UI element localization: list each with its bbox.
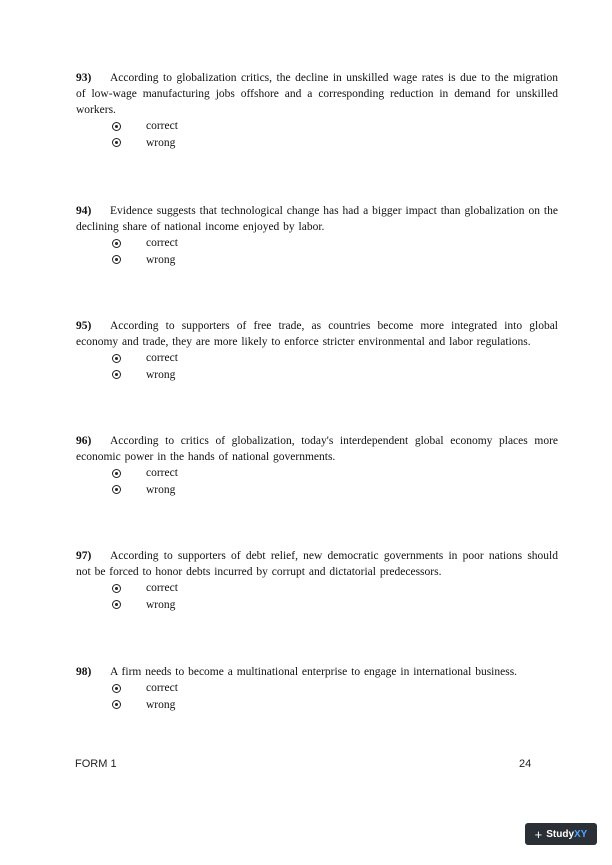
- option-correct[interactable]: [112, 680, 558, 697]
- option-label: correct: [146, 682, 178, 695]
- question-97: [76, 548, 558, 613]
- option-label: wrong: [146, 698, 176, 711]
- question-95: [76, 318, 558, 383]
- question-text: According to supporters of debt relief, new democratic governments in poor nations should not be forced to honor debts incurred by corrupt and dictatorial predecessors.: [76, 550, 558, 578]
- question-96: [76, 433, 558, 498]
- question-number: 95): [76, 320, 92, 332]
- radio-button-icon[interactable]: [112, 684, 121, 693]
- question-text: Evidence suggests that technological change has had a bigger impact than globalization on the declining share of national income enjoyed by labor.: [76, 205, 558, 233]
- question-text: According to critics of globalization, today's interdependent global economy places more economic power in the hands of national governments.: [76, 435, 558, 463]
- brand-name: Study: [546, 828, 575, 840]
- option-wrong[interactable]: [112, 597, 558, 614]
- radio-button-icon[interactable]: [112, 700, 121, 709]
- radio-button-icon[interactable]: [112, 584, 121, 593]
- option-correct[interactable]: [112, 350, 558, 367]
- radio-button-icon[interactable]: [112, 370, 121, 379]
- studyxy-badge[interactable]: [525, 823, 597, 845]
- option-label: wrong: [146, 136, 176, 149]
- option-correct[interactable]: [112, 235, 558, 252]
- radio-button-icon[interactable]: [112, 122, 121, 131]
- question-text: According to globalization critics, the decline in unskilled wage rates is due to the migration of low-wage manufacturing jobs offshore and a corresponding reduction in demand for unskilled workers.: [76, 72, 558, 116]
- question-text: A firm needs to become a multinational enterprise to engage in international business.: [110, 666, 518, 678]
- option-label: correct: [146, 352, 178, 365]
- question-number: 97): [76, 550, 92, 562]
- question-number: 98): [76, 666, 92, 678]
- option-label: wrong: [146, 598, 176, 611]
- radio-button-icon[interactable]: [112, 138, 121, 147]
- option-label: correct: [146, 467, 178, 480]
- brand-name-accent: XY: [574, 828, 588, 840]
- option-correct[interactable]: [112, 465, 558, 482]
- option-correct[interactable]: [112, 580, 558, 597]
- footer-page-number: 24: [519, 758, 532, 770]
- option-wrong[interactable]: [112, 252, 558, 269]
- option-wrong[interactable]: [112, 482, 558, 499]
- question-number: 96): [76, 435, 92, 447]
- option-label: wrong: [146, 483, 176, 496]
- radio-button-icon[interactable]: [112, 600, 121, 609]
- option-label: correct: [146, 582, 178, 595]
- question-98: [76, 664, 558, 713]
- question-93: [76, 70, 558, 151]
- option-wrong[interactable]: [112, 697, 558, 714]
- radio-button-icon[interactable]: [112, 239, 121, 248]
- question-number: 93): [76, 72, 92, 84]
- radio-button-icon[interactable]: [112, 354, 121, 363]
- option-label: correct: [146, 237, 178, 250]
- footer-form-label: FORM 1: [75, 758, 117, 770]
- question-text: According to supporters of free trade, as countries become more integrated into global economy and trade, they are more likely to enforce stricter environmental and labor regulations.: [76, 320, 558, 348]
- radio-button-icon[interactable]: [112, 469, 121, 478]
- option-wrong[interactable]: [112, 367, 558, 384]
- radio-button-icon[interactable]: [112, 485, 121, 494]
- question-94: [76, 203, 558, 268]
- option-label: wrong: [146, 368, 176, 381]
- option-label: correct: [146, 120, 178, 133]
- plus-icon: +: [534, 826, 543, 842]
- option-label: wrong: [146, 253, 176, 266]
- radio-button-icon[interactable]: [112, 255, 121, 264]
- option-wrong[interactable]: [112, 135, 558, 152]
- question-number: 94): [76, 205, 92, 217]
- option-correct[interactable]: [112, 118, 558, 135]
